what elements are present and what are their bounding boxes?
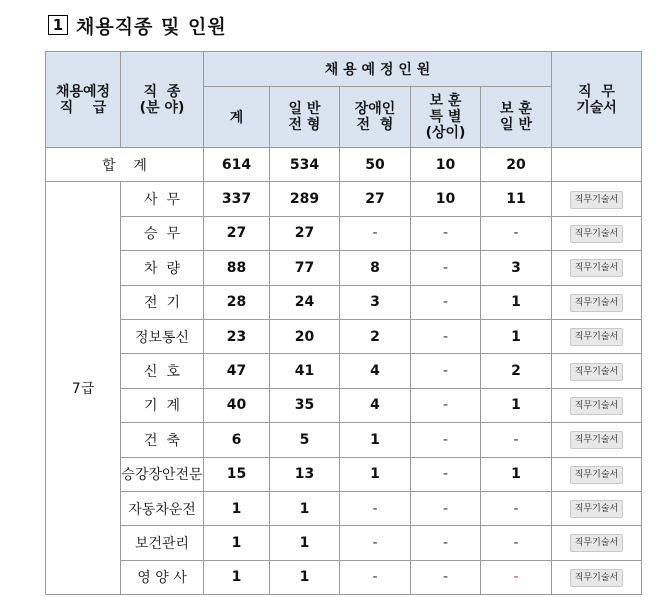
cell-disabled: -	[340, 526, 411, 560]
total-label: 합 계	[46, 148, 204, 182]
header-veteran-special-text: 보 훈 특 별 (상이)	[425, 93, 466, 141]
cell-disabled: 27	[340, 182, 411, 216]
jobdesc-button[interactable]: 직무기술서	[570, 466, 623, 484]
jobdesc-button[interactable]: 직무기술서	[570, 500, 623, 518]
job-name: 승강장안전문	[121, 457, 204, 491]
cell-disabled: -	[340, 216, 411, 250]
cell-veteran-special: -	[411, 216, 481, 250]
total-general: 534	[270, 148, 340, 182]
table-row	[46, 457, 642, 491]
cell-total: 40	[204, 388, 270, 422]
cell-disabled: 1	[340, 423, 411, 457]
cell-veteran-general: 3	[481, 251, 552, 285]
cell-disabled: 8	[340, 251, 411, 285]
job-name: 보건관리	[121, 526, 204, 560]
jobdesc-cell	[552, 423, 642, 457]
cell-veteran-special: -	[411, 388, 481, 422]
jobdesc-button[interactable]: 직무기술서	[570, 569, 623, 587]
cell-general: 77	[270, 251, 340, 285]
jobdesc-cell	[552, 491, 642, 525]
jobdesc-cell	[552, 388, 642, 422]
jobdesc-cell	[552, 560, 642, 594]
cell-general: 41	[270, 354, 340, 388]
job-name: 차 량	[121, 251, 204, 285]
job-name: 자동차운전	[121, 491, 204, 525]
header-grade	[46, 52, 121, 148]
header-general-text: 일 반 전 형	[288, 101, 321, 133]
cell-total: 6	[204, 423, 270, 457]
cell-veteran-special: -	[411, 285, 481, 319]
header-veteran-general	[481, 87, 552, 148]
cell-general: 35	[270, 388, 340, 422]
cell-veteran-special: -	[411, 560, 481, 594]
total-row	[46, 148, 642, 182]
total-jobdesc-empty	[552, 148, 642, 182]
jobdesc-button[interactable]: 직무기술서	[570, 225, 623, 243]
jobdesc-cell	[552, 319, 642, 353]
header-disabled-text: 장애인 전 형	[354, 101, 396, 133]
cell-total: 88	[204, 251, 270, 285]
jobdesc-cell	[552, 216, 642, 250]
cell-veteran-special: 10	[411, 182, 481, 216]
header-veteran-special	[411, 87, 481, 148]
cell-disabled: 4	[340, 354, 411, 388]
cell-total: 28	[204, 285, 270, 319]
table-body	[46, 148, 642, 595]
cell-total: 47	[204, 354, 270, 388]
jobdesc-button[interactable]: 직무기술서	[570, 431, 623, 449]
cell-veteran-special: -	[411, 319, 481, 353]
table-header	[46, 52, 642, 148]
jobdesc-button[interactable]: 직무기술서	[570, 328, 623, 346]
cell-veteran-general: 2	[481, 354, 552, 388]
jobdesc-button[interactable]: 직무기술서	[570, 191, 623, 209]
jobdesc-button[interactable]: 직무기술서	[570, 534, 623, 552]
total-veteran-general: 20	[481, 148, 552, 182]
cell-general: 27	[270, 216, 340, 250]
cell-total: 1	[204, 526, 270, 560]
cell-total: 23	[204, 319, 270, 353]
grade-cell: 7급	[46, 182, 121, 595]
cell-disabled: 1	[340, 457, 411, 491]
cell-general: 1	[270, 491, 340, 525]
jobdesc-cell	[552, 251, 642, 285]
cell-veteran-general: -	[481, 491, 552, 525]
cell-general: 289	[270, 182, 340, 216]
cell-veteran-general: 11	[481, 182, 552, 216]
section-number-box: 1	[48, 15, 68, 35]
header-grade-text: 채용예정 직 급	[55, 83, 111, 116]
header-job	[121, 52, 204, 148]
cell-general: 13	[270, 457, 340, 491]
cell-veteran-special: -	[411, 491, 481, 525]
table-row	[46, 285, 642, 319]
cell-disabled: 4	[340, 388, 411, 422]
cell-veteran-special: -	[411, 423, 481, 457]
jobdesc-button[interactable]: 직무기술서	[570, 363, 623, 381]
total-count: 614	[204, 148, 270, 182]
cell-total: 337	[204, 182, 270, 216]
recruitment-table	[45, 51, 642, 595]
table-row	[46, 423, 642, 457]
cell-disabled: -	[340, 560, 411, 594]
job-name: 정보통신	[121, 319, 204, 353]
jobdesc-cell	[552, 457, 642, 491]
cell-total: 27	[204, 216, 270, 250]
cell-veteran-special: -	[411, 251, 481, 285]
header-general	[270, 87, 340, 148]
table-row	[46, 560, 642, 594]
cell-total: 1	[204, 491, 270, 525]
table-row	[46, 251, 642, 285]
cell-general: 1	[270, 526, 340, 560]
cell-disabled: -	[340, 491, 411, 525]
cell-veteran-special: -	[411, 526, 481, 560]
cell-disabled: 2	[340, 319, 411, 353]
cell-total: 15	[204, 457, 270, 491]
job-name: 승 무	[121, 216, 204, 250]
header-veteran-general-text: 보 훈 일 반	[500, 101, 532, 133]
cell-veteran-general: 1	[481, 457, 552, 491]
table-row	[46, 319, 642, 353]
header-jobdesc-text: 직 무 기술서	[576, 83, 617, 116]
jobdesc-button[interactable]: 직무기술서	[570, 259, 623, 277]
cell-disabled: 3	[340, 285, 411, 319]
section-title	[48, 10, 227, 40]
cell-veteran-special: -	[411, 354, 481, 388]
jobdesc-cell	[552, 526, 642, 560]
table-row	[46, 182, 642, 216]
job-name: 전 기	[121, 285, 204, 319]
cell-total: 1	[204, 560, 270, 594]
cell-veteran-special: -	[411, 457, 481, 491]
header-planned: 채 용 예 정 인 원	[204, 52, 552, 87]
job-name: 영 양 사	[121, 560, 204, 594]
cell-veteran-general: 1	[481, 319, 552, 353]
cell-general: 5	[270, 423, 340, 457]
cell-veteran-general: -	[481, 216, 552, 250]
total-disabled: 50	[340, 148, 411, 182]
job-name: 사 무	[121, 182, 204, 216]
table-row	[46, 354, 642, 388]
job-name: 건 축	[121, 423, 204, 457]
table-row	[46, 526, 642, 560]
jobdesc-cell	[552, 182, 642, 216]
cell-veteran-general: -	[481, 526, 552, 560]
job-name: 신 호	[121, 354, 204, 388]
header-total: 계	[204, 87, 270, 148]
cell-general: 24	[270, 285, 340, 319]
cell-general: 1	[270, 560, 340, 594]
jobdesc-button[interactable]: 직무기술서	[570, 397, 623, 415]
job-name: 기 계	[121, 388, 204, 422]
table-row	[46, 491, 642, 525]
cell-veteran-general: -	[481, 423, 552, 457]
table-row	[46, 216, 642, 250]
cell-veteran-general: 1	[481, 388, 552, 422]
cell-general: 20	[270, 319, 340, 353]
header-jobdesc	[552, 52, 642, 148]
header-disabled	[340, 87, 411, 148]
table-row	[46, 388, 642, 422]
total-veteran-special: 10	[411, 148, 481, 182]
section-title-text: 채용직종 및 인원	[76, 15, 227, 38]
jobdesc-cell	[552, 354, 642, 388]
header-job-text: 직 종 (분 야)	[139, 83, 185, 116]
jobdesc-button[interactable]: 직무기술서	[570, 294, 623, 312]
jobdesc-cell	[552, 285, 642, 319]
cell-veteran-general: 1	[481, 285, 552, 319]
cell-veteran-general: -	[481, 560, 552, 594]
